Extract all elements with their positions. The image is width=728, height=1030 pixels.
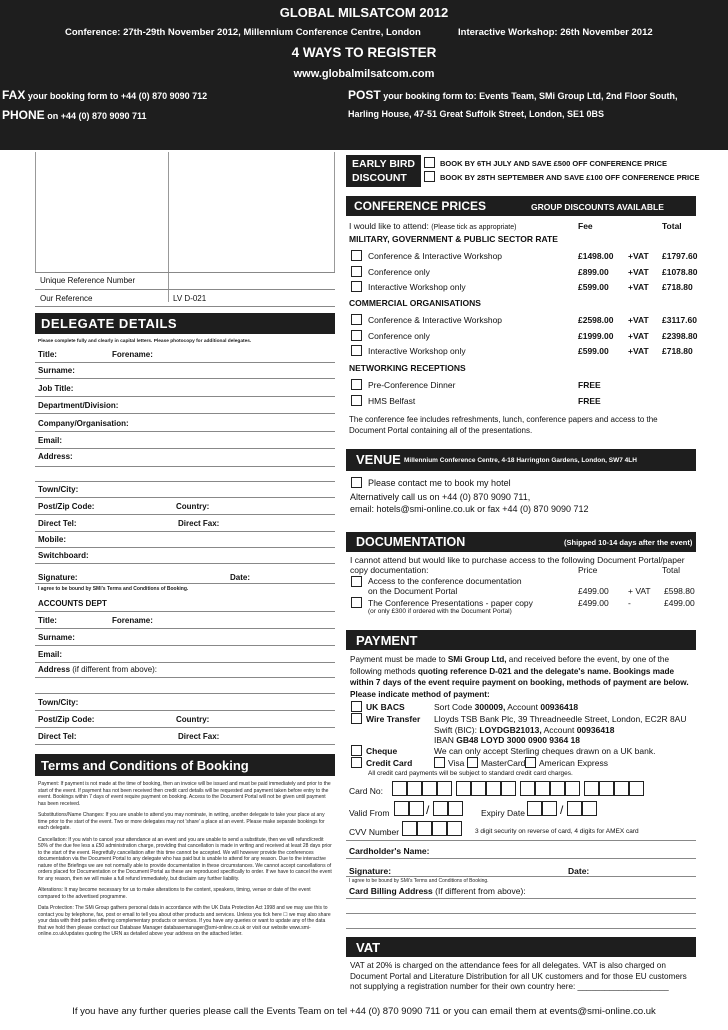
venue-title: VENUE <box>356 452 401 467</box>
doc-item1-vat: + VAT <box>628 586 651 596</box>
hotel-contact-label: Please contact me to book my hotel <box>368 478 511 488</box>
ukbacs-details: Sort Code 300009, Account 00936418 <box>434 702 579 712</box>
doc-paper-checkbox[interactable] <box>351 597 362 608</box>
price-option-checkbox[interactable] <box>351 395 362 406</box>
company-label: Company/Organisation: <box>38 419 129 428</box>
cvv-label: CVV Number <box>349 827 400 837</box>
card-number-cell[interactable] <box>456 781 471 796</box>
acc-postcode-label: Post/Zip Code: <box>38 715 95 724</box>
price-option-label: Conference & Interactive Workshop <box>368 315 503 325</box>
card-number-cell[interactable] <box>565 781 580 796</box>
terms-payment: Payment: If payment is not made at the time of booking, then an invoice will be issued and must be paid immediately and prior to the start of the event. If payment has not been received then credit card details will be requested and payment taken before entry to the event. Bookings within 7 days of event require payment on booking. Access to the Document Portal will not be given until payment has been received. <box>38 781 331 807</box>
doc-item2-note: (or only £300 if ordered with the Document Portal) <box>368 608 512 615</box>
forename-label: Forename: <box>112 350 153 359</box>
phone-text: on +44 (0) 870 9090 711 <box>47 111 147 121</box>
acc-fax-label: Direct Fax: <box>178 732 220 741</box>
card-number-cell[interactable] <box>599 781 614 796</box>
website[interactable]: www.globalmilsatcom.com <box>293 68 435 80</box>
doc-item1b: on the Document Portal <box>368 586 458 596</box>
wire-checkbox[interactable] <box>351 713 362 724</box>
card-number-cell[interactable] <box>584 781 599 796</box>
direct-tel-label: Direct Tel: <box>38 519 77 528</box>
visa-checkbox[interactable] <box>434 757 445 768</box>
department-label: Department/Division: <box>38 401 119 410</box>
wire-label: Wire Transfer <box>366 714 421 724</box>
doc-item1-total: £598.80 <box>664 586 695 596</box>
price-option-checkbox[interactable] <box>351 330 362 341</box>
surname-label: Surname: <box>38 366 75 375</box>
footer-queries: If you have any further queries please call the Events Team on tel +44 (0) 870 9090 711 or you can email them at events@smi-online.co.uk <box>72 1006 656 1017</box>
networking-heading: NETWORKING RECEPTIONS <box>349 363 466 373</box>
wire-iban: IBAN GB48 LOYD 3000 0900 9364 18 <box>434 735 581 745</box>
fee-header: Fee <box>578 221 593 231</box>
price-option-total: £3117.60 <box>662 315 697 325</box>
price-option-fee: £1999.00 <box>578 330 614 341</box>
hotel-alt: Alternatively call us on +44 (0) 870 9090 711, <box>350 492 531 502</box>
price-option-vat: +VAT <box>628 282 649 292</box>
address-window <box>35 152 335 272</box>
group-discounts: GROUP DISCOUNTS AVAILABLE <box>531 202 664 212</box>
expiry-cell[interactable] <box>582 801 597 816</box>
price-option-vat: +VAT <box>628 330 649 341</box>
card-agree: I agree to be bound by SMi's Terms and Conditions of Booking. <box>349 878 489 884</box>
vat-title: VAT <box>346 937 696 957</box>
cvv-cell[interactable] <box>447 821 462 836</box>
mastercard-label: MasterCard <box>481 758 526 768</box>
venue-bar <box>346 449 696 471</box>
wire-swift: Swift (BIC): LOYDGB21013, Account 00936418 <box>434 725 615 735</box>
documentation-intro: I cannot attend but would like to purchase access to the following Document Portal/paper copy documentation: <box>350 555 685 575</box>
price-option-label: Interactive Workshop only <box>368 346 466 356</box>
early-bird-offer-2: BOOK BY 28TH SEPTEMBER AND SAVE £100 OFF CONFERENCE PRICE <box>440 173 700 182</box>
valid-from-label: Valid From <box>349 808 390 818</box>
terms-data-protection: Data Protection: The SMi Group gathers personal data in accordance with the UK Data Protection Act 1998 and we may use this to contact you by telephone, fax, post or email to tell you about other products and services. Unless you tick here ☐ we may also share your data with third parties offering complementary products or services. If you have any queries or want to update any of the data that we hold then please contact our Database Manager databasemanager@smi-online.co.uk or visit our website www.smi-online.co.uk/updates quoting the URN as detailed above your address on the attached letter. <box>38 905 331 937</box>
valid-from-cell[interactable] <box>409 801 424 816</box>
price-option-fee: FREE <box>578 380 601 390</box>
card-number-cell[interactable] <box>437 781 452 796</box>
card-number-cell[interactable] <box>407 781 422 796</box>
price-option-checkbox[interactable] <box>351 266 362 277</box>
cardholder-label: Cardholder's Name: <box>349 846 430 856</box>
visa-label: Visa <box>448 758 465 768</box>
price-option-fee: £899.00 <box>578 266 609 277</box>
card-number-cell[interactable] <box>501 781 516 796</box>
date-label: Date: <box>230 573 251 582</box>
price-option-checkbox[interactable] <box>351 314 362 325</box>
expiry-label: Expiry Date <box>481 808 525 818</box>
doc-item2-price: £499.00 <box>578 598 609 608</box>
acc-address-note: (if different from above): <box>72 665 158 674</box>
event-title: GLOBAL MILSATCOM 2012 <box>279 5 449 20</box>
price-option-vat: +VAT <box>628 346 649 356</box>
terms-title: Terms and Conditions of Booking <box>35 754 335 776</box>
price-option-label: Interactive Workshop only <box>368 282 466 292</box>
phone-label: PHONE <box>2 108 45 122</box>
card-number-cell[interactable] <box>471 781 486 796</box>
acc-email-label: Email: <box>38 650 63 659</box>
direct-fax-label: Direct Fax: <box>178 519 220 528</box>
commercial-heading: COMMERCIAL ORGANISATIONS <box>349 298 481 308</box>
tick-note: (Please tick as appropriate) <box>431 224 517 231</box>
title-label: Title: <box>38 350 57 359</box>
total-header: Total <box>662 221 682 231</box>
price-option-fee: £1498.00 <box>578 251 614 261</box>
fee-includes-note: The conference fee includes refreshments, lunch, conference papers and access to the Document Portal containing all of the presentations. <box>349 415 658 435</box>
terms-body <box>38 781 332 938</box>
price-option-total: £1078.80 <box>662 266 698 277</box>
price-option-checkbox[interactable] <box>351 379 362 390</box>
price-option-total: £2398.80 <box>662 330 698 341</box>
amex-checkbox[interactable] <box>525 757 536 768</box>
doc-portal-checkbox[interactable] <box>351 576 362 587</box>
billing-note: (If different from above): <box>435 886 526 896</box>
price-option-vat: +VAT <box>628 251 649 261</box>
mastercard-checkbox[interactable] <box>467 757 478 768</box>
price-option-checkbox[interactable] <box>351 250 362 261</box>
documentation-bar <box>346 532 696 552</box>
town-label: Town/City: <box>38 485 79 494</box>
delegate-agree: I agree to be bound by SMi's Terms and Conditions of Booking. <box>38 586 189 592</box>
attend-label: I would like to attend: <box>349 221 429 231</box>
card-number-cell[interactable] <box>422 781 437 796</box>
hotel-checkbox[interactable] <box>351 477 362 488</box>
ukbacs-checkbox[interactable] <box>351 701 362 712</box>
card-no-label: Card No: <box>349 786 384 796</box>
doc-price-header: Price <box>578 565 598 575</box>
terms-cancellation: Cancellation: If you wish to cancel your attendance at an event and you are unable to send a substitute, then we will refund/credit 50% of the due fee less a £50 administration charge, providing that cancellation is made in writing and received at least 28 days prior to the start of the event. Regretfully cancellation after this time cannot be accepted. We will however provide the conferences documentation via the Document Portal to any delegate who has paid but is unable to attend for any reason. Due to the interactive nature of the Briefings we are not normally able to provide documentation in these circumstances. We cannot accept cancellations of orders placed for Documentation or the Document Portal as these are reproduced specifically to order. If we have to cancel the event for any reason, then we will make a full refund immediately, but disclaim any further liability. <box>38 836 332 882</box>
doc-item2-total: £499.00 <box>664 598 695 608</box>
ukbacs-label: UK BACS <box>366 702 405 712</box>
cheque-text: We can only accept Sterling cheques drawn on a UK bank. <box>434 746 656 756</box>
ref-divider <box>168 152 169 302</box>
price-option-label: Conference only <box>368 330 430 341</box>
card-number-cell[interactable] <box>535 781 550 796</box>
postcode-label: Post/Zip Code: <box>38 502 95 511</box>
price-option-fee: £599.00 <box>578 282 609 292</box>
conference-prices-title: CONFERENCE PRICES <box>354 199 487 213</box>
terms-alterations: Alterations: It may become necessary for us to make alterations to the content, speakers, timing, venue or date of the event compared to the advertised programme. <box>38 887 311 900</box>
billing-label: Card Billing Address <box>349 886 433 896</box>
doc-total-header: Total <box>662 565 680 575</box>
accounts-title: ACCOUNTS DEPT <box>38 599 107 608</box>
cvv-note: 3 digit security on reverse of card, 4 digits for AMEX card <box>475 828 639 835</box>
card-number-cell[interactable] <box>550 781 565 796</box>
fax-label: FAX <box>2 88 26 102</box>
switchboard-label: Switchboard: <box>38 551 89 560</box>
ways-to-register: 4 WAYS TO REGISTER <box>291 45 437 60</box>
price-option-vat: +VAT <box>628 315 649 325</box>
documentation-title: DOCUMENTATION <box>356 535 466 549</box>
header <box>0 0 728 150</box>
expiry-cell[interactable] <box>527 801 542 816</box>
price-option-checkbox[interactable] <box>351 345 362 356</box>
cheque-checkbox[interactable] <box>351 745 362 756</box>
price-option-label: Conference only <box>368 266 430 277</box>
payment-title: PAYMENT <box>346 630 696 650</box>
price-option-fee: £599.00 <box>578 346 609 356</box>
early-bird-offer-1: BOOK BY 6TH JULY AND SAVE £500 OFF CONFERENCE PRICE <box>440 159 667 168</box>
military-rate-heading: MILITARY, GOVERNMENT & PUBLIC SECTOR RATE <box>349 234 558 244</box>
card-number-cell[interactable] <box>614 781 629 796</box>
expiry-cell[interactable] <box>567 801 582 816</box>
hotel-email: email: hotels@smi-online.co.uk or fax +44 (0) 870 9090 712 <box>350 504 589 514</box>
payment-text: Payment must be made to SMi Group Ltd, and received before the event, by one of the following methods quoting reference D-021 and the delegate's name. Bookings made within 7 days of the event require payment on booking, methods of payment are below. Please indicate method of payment: <box>350 655 689 699</box>
price-option-checkbox[interactable] <box>351 281 362 292</box>
price-option-vat: +VAT <box>628 266 649 277</box>
price-option-label: Pre-Conference Dinner <box>368 380 456 390</box>
fax-text: your booking form to +44 (0) 870 9090 712 <box>27 91 208 101</box>
mobile-label: Mobile: <box>38 535 66 544</box>
price-option-fee: FREE <box>578 395 601 406</box>
valid-from-cell[interactable] <box>433 801 448 816</box>
wire-bank: Lloyds TSB Bank Plc, 39 Threadneedle Street, London, EC2R 8AU <box>434 714 687 724</box>
cvv-cell[interactable] <box>402 821 417 836</box>
address-label: Address: <box>38 452 73 461</box>
acc-title-label: Title: <box>38 616 57 625</box>
valid-from-cell[interactable] <box>394 801 409 816</box>
card-number-cell[interactable] <box>629 781 644 796</box>
doc-item1-price: £499.00 <box>578 586 609 596</box>
doc-item1a: Access to the conference documentation <box>368 576 522 586</box>
cvv-cell[interactable] <box>417 821 432 836</box>
unique-ref-label: Unique Reference Number <box>40 276 136 285</box>
card-signature-label: Signature: <box>349 866 392 876</box>
conference-dates: Conference: 27th-29th November 2012, Millennium Conference Centre, London <box>65 27 421 38</box>
price-option-total: £1797.60 <box>662 251 698 261</box>
terms-substitutions: Substitutions/Name Changes: If you are unable to attend you may nominate, in writing, another delegate to take your place at any time prior to the start of the event. Two or more delegates may not 'share' a place at an event. Please make separate bookings for each delegate. <box>38 812 325 831</box>
signature-label: Signature: <box>38 573 78 582</box>
doc-item2: The Conference Presentations - paper copy <box>368 598 533 608</box>
our-ref-code: LV D-021 <box>173 294 207 303</box>
price-option-total: £718.80 <box>662 282 693 292</box>
doc-item2-vat: - <box>628 598 631 608</box>
price-option-total: £718.80 <box>662 346 693 356</box>
delegate-details-title: DELEGATE DETAILS <box>35 313 335 334</box>
country-label: Country: <box>176 502 210 511</box>
cheque-label: Cheque <box>366 746 398 756</box>
valid-from-cell[interactable] <box>448 801 463 816</box>
expiry-cell[interactable] <box>542 801 557 816</box>
shipped-note: (Shipped 10-14 days after the event) <box>564 538 693 547</box>
vat-text: VAT at 20% is charged on the attendance fees for all delegates. VAT is also charged on Document Portal and Literature Distribution for all UK customers and for those EU customers not supplying a registration number for their own country here: ____________________ <box>350 961 687 991</box>
post-address: Harling House, 47-51 Great Suffolk Street, London, SE1 0BS <box>348 109 605 119</box>
credit-card-label: Credit Card <box>366 758 413 768</box>
venue-address: Millennium Conference Centre, 4-18 Harrington Gardens, London, SW7 4LH <box>404 457 637 464</box>
acc-country-label: Country: <box>176 715 210 724</box>
card-number-cell[interactable] <box>520 781 535 796</box>
card-surcharge-note: All credit card payments will be subject to standard credit card charges. <box>368 770 573 777</box>
amex-label: American Express <box>539 758 608 768</box>
price-option-fee: £2598.00 <box>578 315 614 325</box>
early-bird-checkbox-2[interactable] <box>424 171 435 182</box>
email-label: Email: <box>38 436 63 445</box>
card-number-cell[interactable] <box>392 781 407 796</box>
our-ref-label: Our Reference <box>40 294 93 303</box>
post-text: your booking form to: Events Team, SMi Group Ltd, 2nd Floor South, <box>383 91 678 101</box>
price-option-label: Conference & Interactive Workshop <box>368 251 503 261</box>
delegate-note: Please complete fully and clearly in capital letters. Please photocopy for additional delegates. <box>38 339 252 344</box>
conference-prices-bar <box>346 196 696 216</box>
early-bird-checkbox-1[interactable] <box>424 157 435 168</box>
cvv-cell[interactable] <box>432 821 447 836</box>
post-label: POST <box>348 88 381 102</box>
acc-tel-label: Direct Tel: <box>38 732 77 741</box>
card-date-label: Date: <box>568 866 590 876</box>
early-bird-badge: EARLY BIRD DISCOUNT <box>346 155 421 187</box>
acc-surname-label: Surname: <box>38 633 75 642</box>
acc-town-label: Town/City: <box>38 698 79 707</box>
price-option-label: HMS Belfast <box>368 395 416 406</box>
credit-card-checkbox[interactable] <box>351 757 362 768</box>
acc-forename-label: Forename: <box>112 616 153 625</box>
card-number-cell[interactable] <box>486 781 501 796</box>
acc-address-label: Address <box>38 665 71 674</box>
job-title-label: Job Title: <box>38 384 74 393</box>
workshop-date: Interactive Workshop: 26th November 2012 <box>458 27 653 38</box>
